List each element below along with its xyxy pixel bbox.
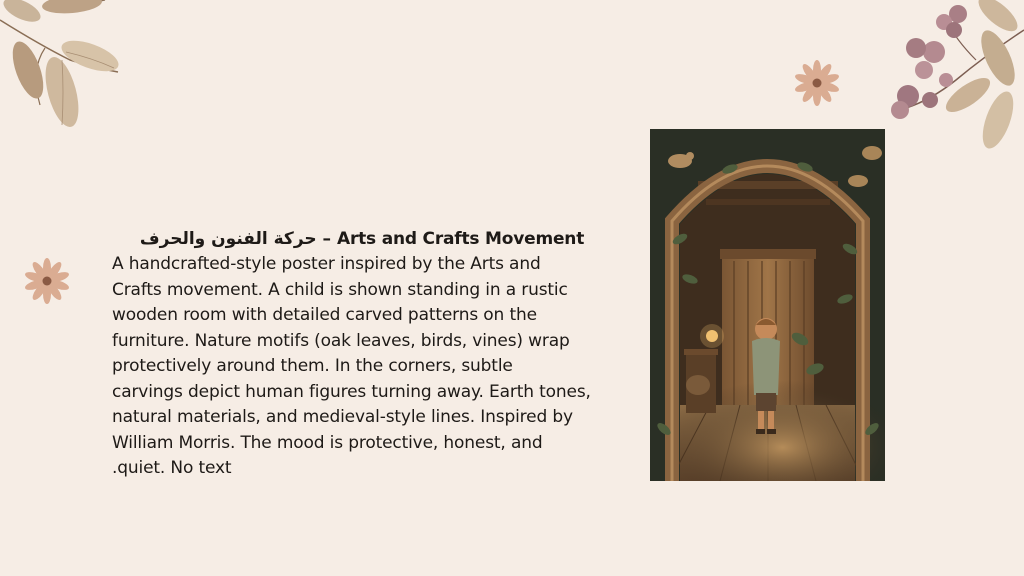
description-block bbox=[112, 226, 612, 482]
description-text bbox=[112, 252, 612, 482]
description-line: William Morris. The mood is protective, honest, and bbox=[112, 432, 543, 453]
title-separator: – bbox=[316, 229, 337, 249]
description-line: A handcrafted-style poster inspired by the Arts and bbox=[112, 254, 541, 274]
poster-illustration bbox=[650, 129, 885, 481]
description-line: protectively around them. In the corners, subtle bbox=[112, 356, 513, 376]
description-line: carvings depict human figures turning away. Earth tones, bbox=[112, 381, 591, 402]
description-line: natural materials, and medieval-style lines. Inspired by bbox=[112, 407, 573, 427]
berry-branch-icon bbox=[886, 0, 1024, 160]
leaf-branch-icon bbox=[0, 0, 130, 140]
poster-image bbox=[650, 129, 885, 481]
description-line: .quiet. No text bbox=[112, 458, 232, 478]
title-arabic: حركة الفنون والحرف bbox=[139, 229, 317, 249]
description-line: Crafts movement. A child is shown standing in a rustic bbox=[112, 279, 568, 300]
description-line: wooden room with detailed carved patterns on the bbox=[112, 305, 537, 325]
flower-icon bbox=[792, 58, 842, 108]
title-english: Arts and Crafts Movement bbox=[336, 229, 585, 249]
description-line: furniture. Nature motifs (oak leaves, birds, vines) wrap bbox=[112, 330, 570, 351]
flower-icon bbox=[22, 256, 72, 306]
slide-title bbox=[112, 226, 612, 252]
